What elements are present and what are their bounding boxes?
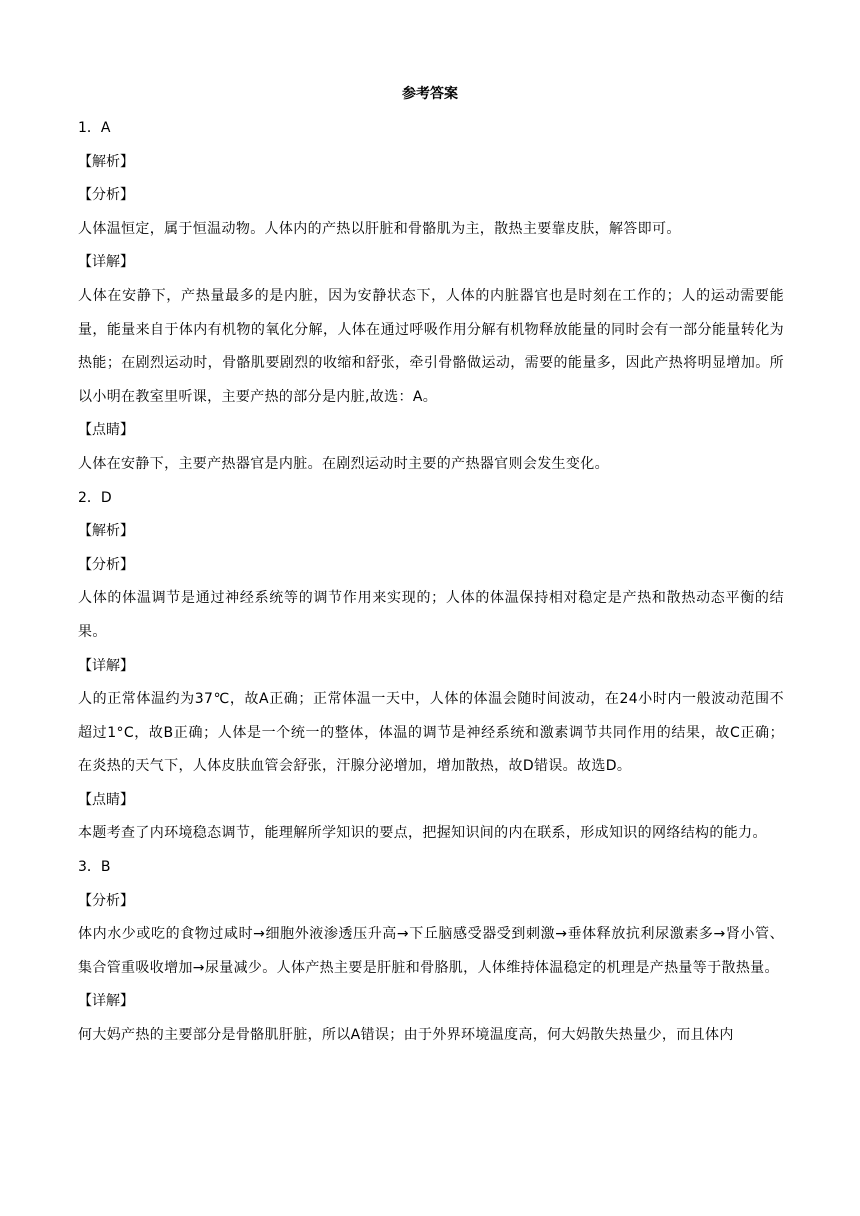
section-tag-xiangjie: 【详解】 (78, 254, 134, 271)
analysis-text: 体内水少或吃的食物过咸时→细胞外液渗透压升高→下丘脑感受器受到刺激→垂体释放抗利尿激素多→肾小管、集合管重吸收增加→尿量减少。人体产热主要是肝脏和骨胳肌，人体维持体温稳定的机理是产热量等于散热量。 (78, 926, 784, 976)
question-number: 1．A (78, 120, 111, 136)
section-tag-dianjing: 【点睛】 (78, 422, 134, 439)
analysis-text: 人体的体温调节是通过神经系统等的调节作用来实现的；人体的体温保持相对稳定是产热和散热动态平衡的结果。 (78, 590, 784, 640)
question-number: 3．B (78, 859, 111, 876)
section-tag-jiexi: 【解析】 (78, 523, 134, 540)
answer-content (78, 112, 784, 1053)
analysis-text: 人体温恒定，属于恒温动物。人体内的产热以肝脏和骨骼肌为主，散热主要靠皮肤，解答即可。 (78, 220, 681, 237)
page-title: 参考答案 (402, 86, 458, 102)
section-tag-fenxi: 【分析】 (78, 556, 134, 573)
section-tag-xiangjie: 【详解】 (78, 657, 134, 674)
detail-text: 何大妈产热的主要部分是骨骼肌肝脏，所以A错误；由于外界环境温度高，何大妈散失热量少，而且体内 (78, 1027, 734, 1044)
section-tag-fenxi: 【分析】 (78, 187, 134, 204)
section-tag-jiexi: 【解析】 (78, 153, 134, 170)
section-tag-dianjing: 【点睛】 (78, 791, 134, 808)
comment-text: 人体在安静下，主要产热器官是内脏。在剧烈运动时主要的产热器官则会发生变化。 (78, 455, 609, 472)
comment-text: 本题考查了内环境稳态调节，能理解所学知识的要点，把握知识间的内在联系，形成知识的网络结构的能力。 (78, 825, 767, 842)
detail-text: 人体在安静下，产热量最多的是内脏，因为安静状态下，人体的内脏器官也是时刻在工作的；人的运动需要能量，能量来自于体内有机物的氧化分解，人体在通过呼吸作用分解有机物释放能量的同时会有一部分能量转化为热能；在剧烈运动时，骨骼肌要剧烈的收缩和舒张，牵引骨骼做运动，需要的能量多，因此产热将明显增加。所以小明在教室里听课，主要产热的部分是内脏,故选：A。 (78, 287, 784, 405)
section-tag-xiangjie: 【详解】 (78, 993, 134, 1010)
detail-text: 人的正常体温约为37℃，故A正确；正常体温一天中，人体的体温会随时间波动，在24小时内一般波动范围不超过1°C，故B正确；人体是一个统一的整体，体温的调节是神经系统和激素调节共同作用的结果，故C正确；在炎热的天气下，人体皮肤血管会舒张，汗腺分泌增加，增加散热，故D错误。故选D。 (78, 691, 784, 775)
question-number: 2．D (78, 489, 112, 506)
section-tag-fenxi: 【分析】 (78, 892, 134, 909)
